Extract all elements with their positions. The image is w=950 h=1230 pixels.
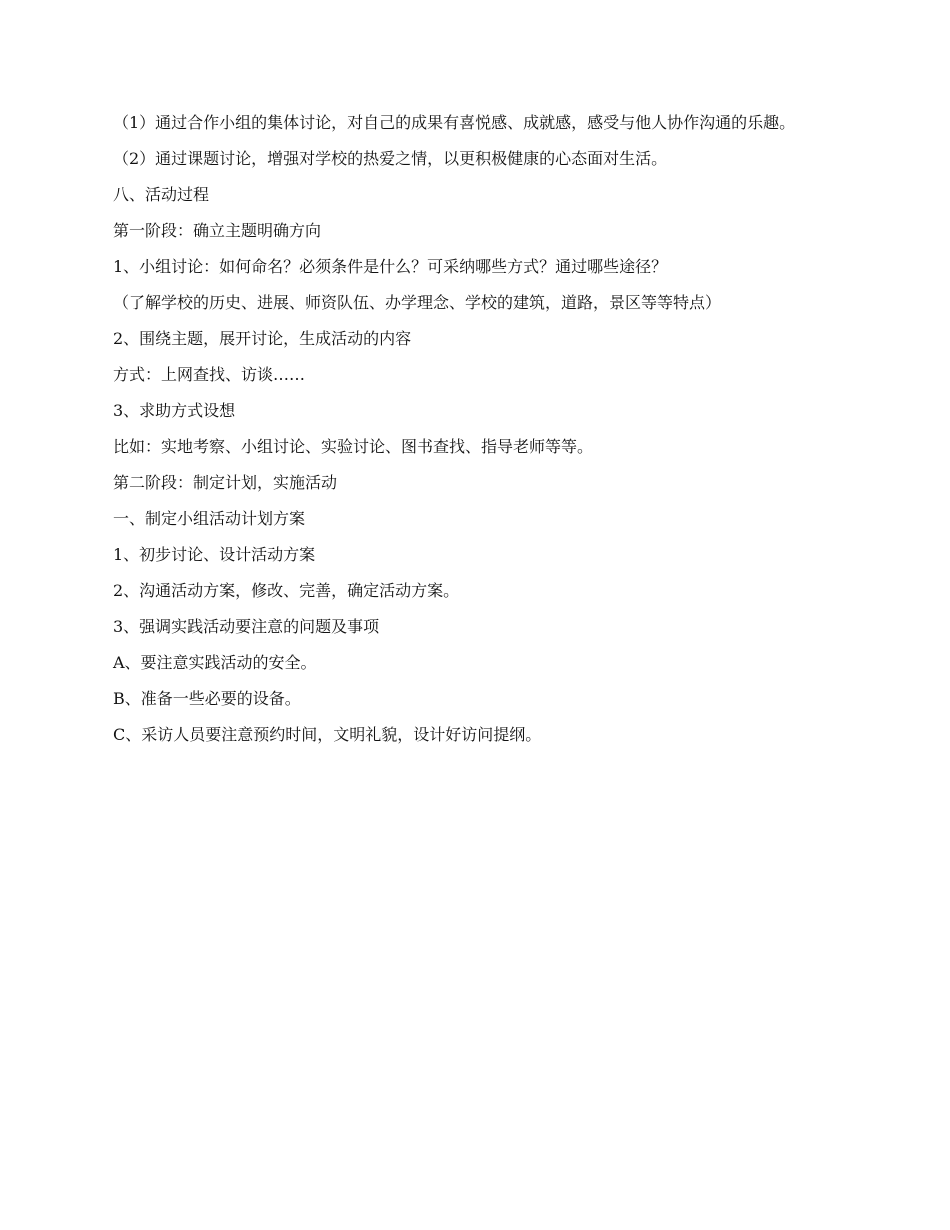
example-paragraph: 比如：实地考察、小组讨论、实验讨论、图书查找、指导老师等等。 bbox=[113, 437, 594, 456]
list-item: 1、初步讨论、设计活动方案 bbox=[113, 545, 316, 564]
list-item: 1、小组讨论：如何命名？必须条件是什么？可采纳哪些方式？通过哪些途径？ bbox=[113, 257, 668, 276]
section-heading-activity-process: 八、活动过程 bbox=[113, 185, 210, 204]
note-paragraph: （了解学校的历史、进展、师资队伍、办学理念、学校的建筑，道路，景区等等特点） bbox=[113, 293, 722, 312]
list-item: 3、强调实践活动要注意的问题及事项 bbox=[113, 617, 380, 636]
list-item: A、要注意实践活动的安全。 bbox=[113, 653, 317, 672]
stage-heading-1: 第一阶段：确立主题明确方向 bbox=[113, 221, 322, 240]
method-paragraph: 方式：上网查找、访谈…… bbox=[113, 365, 306, 384]
paragraph-goal-1: （1）通过合作小组的集体讨论，对自己的成果有喜悦感、成就感，感受与他人协作沟通的乐趣。 bbox=[113, 113, 796, 132]
list-item: 2、沟通活动方案，修改、完善，确定活动方案。 bbox=[113, 581, 460, 600]
list-item: 2、围绕主题，展开讨论，生成活动的内容 bbox=[113, 329, 412, 348]
list-item: 3、求助方式设想 bbox=[113, 401, 236, 420]
stage-heading-2: 第二阶段：制定计划，实施活动 bbox=[113, 473, 338, 492]
document-body bbox=[113, 112, 835, 760]
paragraph-goal-2: （2）通过课题讨论，增强对学校的热爱之情，以更积极健康的心态面对生活。 bbox=[113, 149, 668, 168]
list-item: B、准备一些必要的设备。 bbox=[113, 689, 301, 708]
list-item: C、采访人员要注意预约时间，文明礼貌，设计好访问提纲。 bbox=[113, 725, 542, 744]
subsection-heading: 一、制定小组活动计划方案 bbox=[113, 509, 306, 528]
